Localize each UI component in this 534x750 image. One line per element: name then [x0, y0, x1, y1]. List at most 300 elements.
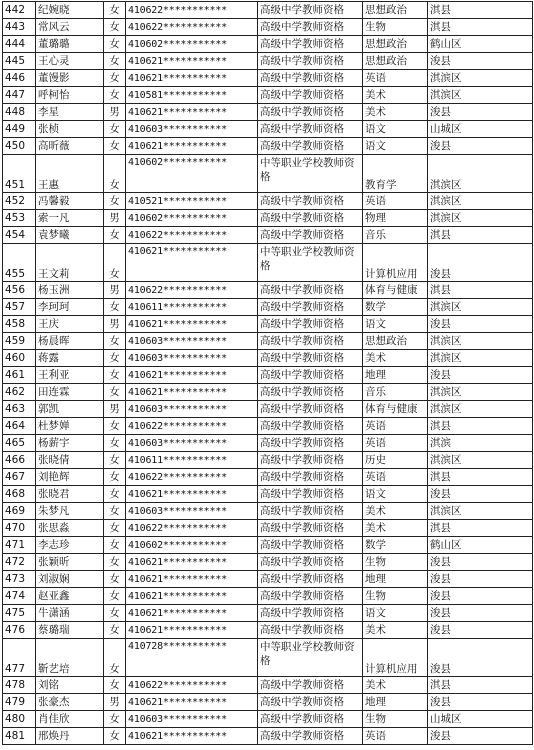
table-row [3, 367, 533, 384]
region-cell: 淇滨区 [428, 70, 533, 87]
id-number-cell: 410581*********** [126, 87, 258, 104]
gender-cell: 女 [104, 384, 126, 401]
gender-cell: 女 [104, 87, 126, 104]
gender-cell: 男 [104, 401, 126, 418]
subject-cell: 美术 [363, 520, 428, 537]
subject-cell: 英语 [363, 728, 428, 745]
id-number-cell: 410621*********** [126, 622, 258, 639]
serial-number-cell: 456 [3, 282, 36, 299]
name-cell: 张颖昕 [36, 554, 104, 571]
certificate-type-cell: 高级中学教师资格 [258, 19, 363, 36]
serial-number-cell: 463 [3, 401, 36, 418]
name-cell: 王文莉 [36, 244, 104, 282]
gender-cell: 男 [104, 104, 126, 121]
id-number-cell: 410621*********** [126, 367, 258, 384]
serial-number-cell: 468 [3, 486, 36, 503]
table-row [3, 299, 533, 316]
region-cell: 浚县 [428, 554, 533, 571]
region-cell: 浚县 [428, 367, 533, 384]
subject-cell: 体育与健康 [363, 401, 428, 418]
certificate-type-cell: 高级中学教师资格 [258, 2, 363, 19]
region-cell: 鹤山区 [428, 537, 533, 554]
certificate-type-cell: 高级中学教师资格 [258, 193, 363, 210]
id-number-cell: 410621*********** [126, 104, 258, 121]
serial-number-cell: 453 [3, 210, 36, 227]
region-cell: 淇滨区 [428, 299, 533, 316]
table-row [3, 36, 533, 53]
region-cell: 浚县 [428, 138, 533, 155]
table-row [3, 87, 533, 104]
region-cell: 淇县 [428, 19, 533, 36]
serial-number-cell: 445 [3, 53, 36, 70]
certificate-type-cell: 高级中学教师资格 [258, 333, 363, 350]
table-row [3, 104, 533, 121]
certificate-type-cell: 高级中学教师资格 [258, 282, 363, 299]
certificate-type-cell: 高级中学教师资格 [258, 588, 363, 605]
region-cell: 浚县 [428, 694, 533, 711]
serial-number-cell: 475 [3, 605, 36, 622]
table-row [3, 193, 533, 210]
id-number-cell: 410621*********** [126, 486, 258, 503]
subject-cell: 历史 [363, 452, 428, 469]
name-cell: 张桢 [36, 121, 104, 138]
region-cell: 浚县 [428, 639, 533, 677]
serial-number-cell: 464 [3, 418, 36, 435]
name-cell: 郭凯 [36, 401, 104, 418]
table-row [3, 588, 533, 605]
serial-number-cell: 447 [3, 87, 36, 104]
gender-cell: 女 [104, 571, 126, 588]
serial-number-cell: 442 [3, 2, 36, 19]
gender-cell: 女 [104, 19, 126, 36]
region-cell: 淇滨区 [428, 350, 533, 367]
subject-cell: 语文 [363, 138, 428, 155]
table-row [3, 19, 533, 36]
certificate-type-cell: 高级中学教师资格 [258, 87, 363, 104]
name-cell: 刘铭 [36, 677, 104, 694]
certificate-type-cell: 高级中学教师资格 [258, 418, 363, 435]
region-cell: 浚县 [428, 571, 533, 588]
gender-cell: 女 [104, 622, 126, 639]
id-number-cell: 410621*********** [126, 605, 258, 622]
table-row [3, 537, 533, 554]
name-cell: 王惠 [36, 155, 104, 193]
name-cell: 李星 [36, 104, 104, 121]
id-number-cell: 410603*********** [126, 350, 258, 367]
table-row [3, 227, 533, 244]
certificate-type-cell: 高级中学教师资格 [258, 367, 363, 384]
name-cell: 杨晨晖 [36, 333, 104, 350]
region-cell: 山城区 [428, 711, 533, 728]
table-row [3, 401, 533, 418]
id-number-cell: 410621*********** [126, 571, 258, 588]
gender-cell: 女 [104, 677, 126, 694]
subject-cell: 思想政治 [363, 36, 428, 53]
subject-cell: 美术 [363, 622, 428, 639]
subject-cell: 地理 [363, 571, 428, 588]
table-row [3, 53, 533, 70]
serial-number-cell: 452 [3, 193, 36, 210]
serial-number-cell: 471 [3, 537, 36, 554]
id-number-cell: 410622*********** [126, 469, 258, 486]
id-number-cell: 410603*********** [126, 503, 258, 520]
serial-number-cell: 461 [3, 367, 36, 384]
id-number-cell: 410611*********** [126, 299, 258, 316]
id-number-cell: 410602*********** [126, 36, 258, 53]
serial-number-cell: 462 [3, 384, 36, 401]
name-cell: 常风云 [36, 19, 104, 36]
gender-cell: 女 [104, 244, 126, 282]
table-row [3, 121, 533, 138]
name-cell: 张晓君 [36, 486, 104, 503]
region-cell: 浚县 [428, 588, 533, 605]
subject-cell: 地理 [363, 367, 428, 384]
gender-cell: 女 [104, 121, 126, 138]
region-cell: 浚县 [428, 728, 533, 745]
subject-cell: 英语 [363, 418, 428, 435]
gender-cell: 女 [104, 486, 126, 503]
serial-number-cell: 444 [3, 36, 36, 53]
name-cell: 刘艳辉 [36, 469, 104, 486]
table-row [3, 639, 533, 677]
id-number-cell: 410621*********** [126, 70, 258, 87]
gender-cell: 男 [104, 694, 126, 711]
table-row [3, 694, 533, 711]
certificate-type-cell: 高级中学教师资格 [258, 571, 363, 588]
certificate-type-cell: 高级中学教师资格 [258, 121, 363, 138]
subject-cell: 语文 [363, 486, 428, 503]
region-cell: 淇县 [428, 227, 533, 244]
subject-cell: 美术 [363, 350, 428, 367]
name-cell: 王庆 [36, 316, 104, 333]
certificate-type-cell: 高级中学教师资格 [258, 605, 363, 622]
serial-number-cell: 472 [3, 554, 36, 571]
gender-cell: 女 [104, 469, 126, 486]
serial-number-cell: 457 [3, 299, 36, 316]
region-cell: 淇县 [428, 418, 533, 435]
id-number-cell: 410603*********** [126, 121, 258, 138]
subject-cell: 语文 [363, 605, 428, 622]
id-number-cell: 410602*********** [126, 155, 258, 193]
id-number-cell: 410622*********** [126, 520, 258, 537]
gender-cell: 女 [104, 728, 126, 745]
subject-cell: 英语 [363, 435, 428, 452]
serial-number-cell: 451 [3, 155, 36, 193]
name-cell: 呼柯怡 [36, 87, 104, 104]
id-number-cell: 410621*********** [126, 554, 258, 571]
certificate-type-cell: 高级中学教师资格 [258, 36, 363, 53]
certificate-type-cell: 高级中学教师资格 [258, 384, 363, 401]
name-cell: 刘淑娴 [36, 571, 104, 588]
subject-cell: 英语 [363, 469, 428, 486]
id-number-cell: 410622*********** [126, 677, 258, 694]
table-row [3, 282, 533, 299]
id-number-cell: 410603*********** [126, 333, 258, 350]
table-row [3, 2, 533, 19]
subject-cell: 语文 [363, 121, 428, 138]
id-number-cell: 410621*********** [126, 244, 258, 282]
subject-cell: 思想政治 [363, 2, 428, 19]
id-number-cell: 410728*********** [126, 639, 258, 677]
name-cell: 李志珍 [36, 537, 104, 554]
name-cell: 赵亚鑫 [36, 588, 104, 605]
certificate-type-cell: 中等职业学校教师资格 [258, 244, 363, 282]
region-cell: 浚县 [428, 244, 533, 282]
gender-cell: 女 [104, 227, 126, 244]
gender-cell: 女 [104, 537, 126, 554]
table-row [3, 316, 533, 333]
subject-cell: 数学 [363, 299, 428, 316]
id-number-cell: 410622*********** [126, 418, 258, 435]
certificate-type-cell: 高级中学教师资格 [258, 70, 363, 87]
gender-cell: 女 [104, 2, 126, 19]
gender-cell: 男 [104, 316, 126, 333]
certificate-type-cell: 高级中学教师资格 [258, 537, 363, 554]
certificate-type-cell: 高级中学教师资格 [258, 210, 363, 227]
region-cell: 淇滨区 [428, 333, 533, 350]
name-cell: 杨薪宇 [36, 435, 104, 452]
gender-cell: 女 [104, 418, 126, 435]
gender-cell: 女 [104, 435, 126, 452]
subject-cell: 思想政治 [363, 333, 428, 350]
region-cell: 淇滨 [428, 435, 533, 452]
certificate-type-cell: 高级中学教师资格 [258, 694, 363, 711]
name-cell: 靳艺培 [36, 639, 104, 677]
gender-cell: 女 [104, 193, 126, 210]
table-row [3, 70, 533, 87]
certificate-type-cell: 高级中学教师资格 [258, 401, 363, 418]
name-cell: 田连霖 [36, 384, 104, 401]
serial-number-cell: 459 [3, 333, 36, 350]
region-cell: 浚县 [428, 486, 533, 503]
table-row [3, 210, 533, 227]
name-cell: 杨玉洲 [36, 282, 104, 299]
serial-number-cell: 480 [3, 711, 36, 728]
subject-cell: 美术 [363, 677, 428, 694]
gender-cell: 女 [104, 503, 126, 520]
certificate-type-cell: 高级中学教师资格 [258, 728, 363, 745]
certificate-type-cell: 高级中学教师资格 [258, 452, 363, 469]
id-number-cell: 410622*********** [126, 282, 258, 299]
region-cell: 淇滨区 [428, 87, 533, 104]
table-row [3, 350, 533, 367]
gender-cell: 女 [104, 588, 126, 605]
id-number-cell: 410611*********** [126, 452, 258, 469]
name-cell: 牛潇涵 [36, 605, 104, 622]
subject-cell: 英语 [363, 193, 428, 210]
region-cell: 浚县 [428, 104, 533, 121]
certificate-type-cell: 中等职业学校教师资格 [258, 639, 363, 677]
subject-cell: 生物 [363, 19, 428, 36]
id-number-cell: 410622*********** [126, 2, 258, 19]
id-number-cell: 410621*********** [126, 728, 258, 745]
subject-cell: 美术 [363, 104, 428, 121]
certificate-type-cell: 高级中学教师资格 [258, 711, 363, 728]
serial-number-cell: 473 [3, 571, 36, 588]
name-cell: 王利亚 [36, 367, 104, 384]
table-row [3, 155, 533, 193]
table-row [3, 486, 533, 503]
certificate-type-cell: 高级中学教师资格 [258, 622, 363, 639]
region-cell: 淇县 [428, 2, 533, 19]
certificate-type-cell: 高级中学教师资格 [258, 435, 363, 452]
name-cell: 张晓倩 [36, 452, 104, 469]
gender-cell: 女 [104, 53, 126, 70]
certificate-type-cell: 高级中学教师资格 [258, 104, 363, 121]
region-cell: 淇滨区 [428, 193, 533, 210]
name-cell: 董馒影 [36, 70, 104, 87]
name-cell: 高昕薇 [36, 138, 104, 155]
gender-cell: 女 [104, 367, 126, 384]
region-cell: 浚县 [428, 53, 533, 70]
id-number-cell: 410621*********** [126, 53, 258, 70]
name-cell: 索一凡 [36, 210, 104, 227]
serial-number-cell: 455 [3, 244, 36, 282]
gender-cell: 女 [104, 520, 126, 537]
subject-cell: 语文 [363, 316, 428, 333]
certificate-type-cell: 高级中学教师资格 [258, 554, 363, 571]
table-row [3, 605, 533, 622]
table-row [3, 435, 533, 452]
certificate-type-cell: 高级中学教师资格 [258, 227, 363, 244]
certificate-type-cell: 高级中学教师资格 [258, 299, 363, 316]
serial-number-cell: 449 [3, 121, 36, 138]
name-cell: 张思淼 [36, 520, 104, 537]
subject-cell: 生物 [363, 588, 428, 605]
gender-cell: 女 [104, 138, 126, 155]
gender-cell: 女 [104, 155, 126, 193]
name-cell: 肖佳欣 [36, 711, 104, 728]
serial-number-cell: 478 [3, 677, 36, 694]
name-cell: 蔡璐瑞 [36, 622, 104, 639]
table-row [3, 571, 533, 588]
name-cell: 李珂珂 [36, 299, 104, 316]
table-row [3, 728, 533, 745]
name-cell: 蒋露 [36, 350, 104, 367]
gender-cell: 女 [104, 605, 126, 622]
serial-number-cell: 466 [3, 452, 36, 469]
gender-cell: 男 [104, 282, 126, 299]
region-cell: 浚县 [428, 622, 533, 639]
subject-cell: 思想政治 [363, 53, 428, 70]
name-cell: 纪婉晓 [36, 2, 104, 19]
serial-number-cell: 443 [3, 19, 36, 36]
subject-cell: 教育学 [363, 155, 428, 193]
table-row [3, 452, 533, 469]
region-cell: 淇滨区 [428, 210, 533, 227]
id-number-cell: 410621*********** [126, 694, 258, 711]
subject-cell: 生物 [363, 554, 428, 571]
id-number-cell: 410602*********** [126, 210, 258, 227]
certificate-type-cell: 高级中学教师资格 [258, 138, 363, 155]
serial-number-cell: 450 [3, 138, 36, 155]
region-cell: 山城区 [428, 121, 533, 138]
serial-number-cell: 469 [3, 503, 36, 520]
id-number-cell: 410622*********** [126, 227, 258, 244]
id-number-cell: 410621*********** [126, 384, 258, 401]
subject-cell: 体育与健康 [363, 282, 428, 299]
certificate-type-cell: 高级中学教师资格 [258, 677, 363, 694]
subject-cell: 生物 [363, 711, 428, 728]
id-number-cell: 410603*********** [126, 435, 258, 452]
subject-cell: 美术 [363, 87, 428, 104]
table-row [3, 138, 533, 155]
table-row [3, 469, 533, 486]
region-cell: 淇滨区 [428, 155, 533, 193]
certificate-type-cell: 高级中学教师资格 [258, 486, 363, 503]
id-number-cell: 410603*********** [126, 401, 258, 418]
region-cell: 淇县 [428, 469, 533, 486]
name-cell: 董璐璐 [36, 36, 104, 53]
gender-cell: 女 [104, 70, 126, 87]
region-cell: 淇县 [428, 282, 533, 299]
region-cell: 浚县 [428, 605, 533, 622]
table-row [3, 554, 533, 571]
certificate-type-cell: 高级中学教师资格 [258, 469, 363, 486]
table-row [3, 384, 533, 401]
id-number-cell: 410602*********** [126, 537, 258, 554]
table-row [3, 622, 533, 639]
table-body [3, 2, 533, 745]
serial-number-cell: 479 [3, 694, 36, 711]
id-number-cell: 410521*********** [126, 193, 258, 210]
serial-number-cell: 476 [3, 622, 36, 639]
table-row [3, 711, 533, 728]
subject-cell: 英语 [363, 70, 428, 87]
id-number-cell: 410621*********** [126, 138, 258, 155]
name-cell: 王心灵 [36, 53, 104, 70]
name-cell: 邢焕丹 [36, 728, 104, 745]
region-cell: 淇县 [428, 677, 533, 694]
certificate-type-cell: 高级中学教师资格 [258, 350, 363, 367]
id-number-cell: 410622*********** [126, 19, 258, 36]
subject-cell: 美术 [363, 503, 428, 520]
table-row [3, 244, 533, 282]
table-row [3, 520, 533, 537]
serial-number-cell: 448 [3, 104, 36, 121]
subject-cell: 音乐 [363, 227, 428, 244]
certificate-type-cell: 高级中学教师资格 [258, 503, 363, 520]
table-row [3, 503, 533, 520]
region-cell: 淇滨区 [428, 503, 533, 520]
name-cell: 杜梦婵 [36, 418, 104, 435]
region-cell: 浚县 [428, 316, 533, 333]
serial-number-cell: 446 [3, 70, 36, 87]
subject-cell: 音乐 [363, 384, 428, 401]
name-cell: 袁梦曦 [36, 227, 104, 244]
table-row [3, 418, 533, 435]
table-row [3, 333, 533, 350]
certificate-type-cell: 高级中学教师资格 [258, 316, 363, 333]
serial-number-cell: 477 [3, 639, 36, 677]
name-cell: 张豪杰 [36, 694, 104, 711]
table-row [3, 677, 533, 694]
subject-cell: 物理 [363, 210, 428, 227]
gender-cell: 女 [104, 554, 126, 571]
serial-number-cell: 474 [3, 588, 36, 605]
id-number-cell: 410621*********** [126, 588, 258, 605]
id-number-cell: 410603*********** [126, 711, 258, 728]
serial-number-cell: 470 [3, 520, 36, 537]
gender-cell: 女 [104, 350, 126, 367]
subject-cell: 计算机应用 [363, 244, 428, 282]
gender-cell: 女 [104, 36, 126, 53]
serial-number-cell: 458 [3, 316, 36, 333]
region-cell: 淇滨区 [428, 452, 533, 469]
serial-number-cell: 467 [3, 469, 36, 486]
serial-number-cell: 465 [3, 435, 36, 452]
gender-cell: 女 [104, 639, 126, 677]
